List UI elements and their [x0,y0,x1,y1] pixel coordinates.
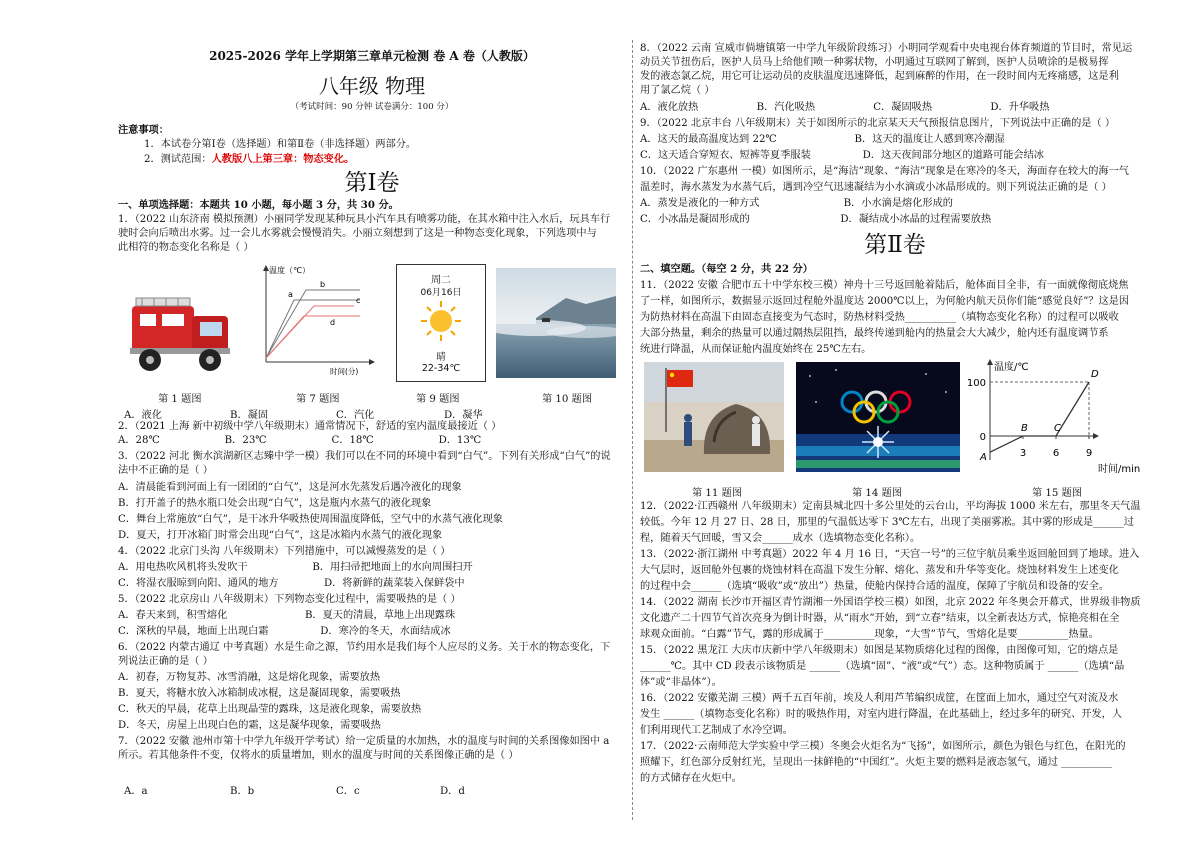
q15-line-1: 15．（2022 黑龙江 大庆市庆新中学八年级期末）如图是某物质熔化过程的图像，由图像可知，它的熔点是 [640,645,1119,656]
column-divider [632,40,633,820]
q1-option-d: D．凝华 [444,410,483,421]
fig15-xtick-6: 6 [1052,448,1060,459]
fig10-sea-smoke-photo [496,268,616,378]
caption-fig10: 第 10 题图 [542,394,593,405]
q3-option-d: D．夏天，打开冰箱门时常会出现“白气”，这是冰箱内水蒸气的液化现象 [118,530,443,541]
fig7-label-b: b [320,280,326,289]
person-1 [684,422,692,446]
q11-line-2: 了一样，如图所示，数据显示返回过程舱外温度达 2000℃以上，为何舱内航天员你们能“感觉良好”？这是因 [640,296,1130,307]
q1-option-b: B．凝固 [230,410,269,421]
caption-fig7: 第 7 题图 [296,394,340,405]
fig15-ticks [967,378,1092,459]
q13-line-2: 大气层时，返回舱外包裹的烧蚀材料在高温下发生分解、熔化、蒸发和升华等变化。烧蚀材料发生上述变化 [640,565,1119,576]
q8-stem-4: 用了氯乙烷（ ） [640,85,715,96]
q17-line-2: 照耀下，红色部分反射红光，呈现出一抹鲜艳的“中国红”。火炬主要的燃料是液态氢气，通过 __________ [640,757,1113,768]
q6-option-d: D．冬天，房屋上出现白色的霜，这是凝华现象，需要吸热 [118,720,381,731]
fig15-curve [990,382,1089,452]
note-1: 1．本试卷分第Ⅰ卷（选择题）和第Ⅱ卷（非选择题）两部分。 [144,139,417,150]
section-1-heading: 一、单项选择题：本题共 10 小题，每小题 3 分，共 30 分。 [118,199,399,211]
q3-option-b: B．打开盖子的热水瓶口处会出现“白气”，这是瓶内水蒸气的液化现象 [118,498,432,509]
q13-line-1: 13．（2022·浙江湖州 中考真题）2022 年 4 月 16 日，“天宫一号”的三位宇航员乘坐返回舱回到了地球。进入 [640,549,1140,560]
q14-line-3: 球观众面前。“白露”节气，露的形成属于__________现象，“大雪”节气，雪熔化是要__________热量。 [640,629,1099,640]
fig15-point-B: B [1021,423,1028,434]
q7-stem-1: 7．（2022 安徽 池州市第十中学九年级开学考试）给一定质量的水加热，水的温度与时间的关系图像如图中 a [118,736,610,747]
q12-line-2: 较低。今年 12 月 27 日、28 日，那里的气温低达零下 3℃左右，出现了美丽雾凇。其中雾的形成是______过 [640,517,1134,528]
q11-line-3: 为防热材料在高温下由固态直接变为气态时，防热材料受热__________（填物态变化名称）的过程可以吸收 [640,312,1119,323]
q14-line-1: 14．（2022 湖南 长沙市开福区青竹湖湘一外国语学校三模）如图，北京 2022 年冬奥会开幕式，世界级非物质 [640,597,1141,608]
caption-fig9: 第 9 题图 [416,394,460,405]
time-info: （考试时间：90 分钟 试卷满分：100 分） [290,102,454,112]
q3-option-c: C．舞台上常施放“白气”，是干冰升华吸热使周围温度降低，空气中的水蒸气液化现象 [118,514,503,525]
q5-options-cd: C．深秋的早晨，地面上出现白霜 D．寒冷的冬天，水面结成冰 [118,626,451,637]
q4-options-cd: C．将湿衣服晾到向阳、通风的地方 D．将新鲜的蔬菜装入保鲜袋中 [118,578,465,589]
fig15-xlabel: 时间/min [1098,464,1141,475]
q15-line-2: ______℃。其中 CD 段表示该物质是 ______（选填“固”、“液”或“气”）态。这种物质属于 ______（选填“晶 [640,661,1125,672]
q4-stem: 4．（2022 北京门头沟 八年级期末）下列措施中，可以减慢蒸发的是（ ） [118,546,451,557]
part-2-heading: 第Ⅱ卷 [864,232,926,258]
q7-option-c: C．c [336,786,360,797]
q11-line-1: 11．（2022 安徽 合肥市五十中学东校三模）神舟十三号返回舱着陆后，舱体面目全非，有一面就像彻底烧焦 [640,280,1129,291]
note-2: 2．测试范围：人教版八上第三章：物态变化。 [144,153,355,165]
q3-option-a: A．清晨能看到河面上有一团团的“白气”，这是河水先蒸发后遇冷液化的现象 [118,482,462,493]
weather-temp: 22-34℃ [421,363,461,374]
q8-options: A．液化放热 B．汽化吸热 C．凝固吸热 D．升华吸热 [640,102,1050,113]
q6-stem-2: 列说法正确的是（ ） [118,656,213,667]
q17-line-3: 的方式储存在火炬中。 [640,773,742,784]
q2-stem: 2．（2021 上海 新中初级中学八年级期末）通常情况下，舒适的室内温度最接近（ ） [118,421,502,432]
fig7-ylabel: 温度（℃） [269,266,310,275]
q14-line-2: 文化遗产二十四节气首次亮身为倒计时器，从“雨水”开始，到“立春”结束，以全新表达方式，惊艳亮相在全 [640,613,1120,624]
fig15-ylabel: 温度/℃ [994,362,1029,373]
q16-line-1: 16．（2022 安徽芜湖 三模）两千五百年前，埃及人利用芦苇编织成筐，在筐面上加水，通过空气对流及水 [640,693,1119,704]
fig7-curve-c [266,306,354,358]
q16-line-2: 发生 ______（填物态变化名称）时的吸热作用，对室内进行降温，在此基础上，经过多年的研究、开发，人 [640,709,1123,720]
sun-icon [419,299,463,343]
part-1-heading: 第Ⅰ卷 [344,170,400,196]
weather-day: 周二 [431,275,451,286]
q10-options-cd: C．小冰晶是凝固形成的 D．凝结成小冰晶的过程需要放热 [640,214,992,225]
q2-options: A．28℃ B．23℃ C．18℃ D．13℃ [118,435,482,446]
china-flag [667,370,693,387]
truck-ladder [136,298,190,306]
fig15-xtick-9: 9 [1085,448,1093,459]
q6-option-b: B．夏天，将糖水放入冰箱制成冰棍，这是凝固现象，需要吸热 [118,688,401,699]
q1-option-a: A．液化 [124,410,162,421]
person-2 [752,424,760,446]
q13-line-3: 的过程中会______（选填“吸收”或“放出”）热量，使舱内保持合适的温度，保障了宇航员和设备的安全。 [640,581,1110,592]
fig7-label-a: a [288,290,293,299]
q4-options-ab: A．用电热吹风机将头发吹干 B．用扫帚把地面上的水向周围扫开 [118,562,473,573]
q11-line-5: 统进行降温，从而保证舱内温度始终在 25℃左右。 [640,344,872,355]
q6-stem-1: 6．（2022 内蒙古通辽 中考真题）水是生命之源，节约用水是我们每个人应尽的义务。关于水的物态变化，下 [118,642,611,653]
q12-line-3: 程，随着天气回暖，雪又会______成水（选填物态变化名称）。 [640,533,921,544]
q7-option-a: A．a [124,786,148,797]
weather-condition: 晴 [436,352,446,363]
q10-options-ab: A．蒸发是液化的一种方式 B．小水滴是熔化形成的 [640,198,953,209]
truck-panel [140,314,156,326]
q15-line-3: 体”或“非晶体”）。 [640,677,722,688]
q17-line-1: 17．（2022·云南师范大学实验中学三模）冬奥会火炬名为“飞扬”，如图所示，颜色为银色与红色，在阳光的 [640,741,1126,752]
q3-stem-1: 3．（2022 河北 衡水滨湖新区志臻中学一模）我们可以在不同的环境中看到“白气”。下列有关形成“白气”的说 [118,451,611,462]
fig7-xlabel: 时间(分) [330,367,359,376]
q1-line-3: 此相符的物态变化名称是（ ） [118,242,254,253]
fig1-toy-truck [126,278,238,382]
fig15-ytick-0: 0 [979,432,986,443]
q9-options-ab: A．这天的最高温度达到 22℃ B．这天的温度让人感到寒冷潮湿 [640,134,1005,145]
fig15-point-D: D [1091,369,1099,380]
section-2-heading: 二、填空题。（每空 2 分，共 22 分） [640,263,813,275]
q8-stem-1: 8．（2022 云南 宣威市倘塘镇第一中学九年级阶段练习）小明同学观看中央电视台体育频道的节目时，常见运 [640,43,1133,54]
q1-line-2: 驶时会向后喷出水雾。过一会儿水雾就会慢慢消失。小丽立刻想到了这是一种物态变化现象，下列选项中与 [118,228,597,239]
exam-title: 2025-2026 学年上学期第三章单元检测 卷 A 卷（人教版） [209,49,535,63]
caption-fig11: 第 11 题图 [692,488,743,499]
fig7-label-c: c [356,296,361,305]
q16-line-3: 们利用现代工艺制成了水冷空调。 [640,725,793,736]
notes-title: 注意事项： [118,124,169,136]
q7-stem-2: 所示。若其他条件不变，仅将水的质量增加，则水的温度与时间的关系图像正确的是（ ） [118,750,519,761]
fig15-melting-graph [966,356,1148,478]
fig15-point-C: C [1054,423,1061,434]
weather-date: 06月16日 [420,288,462,298]
q12-line-1: 12．（2022·江西赣州 八年级期末）定南县城北四十多公里处的云台山，平均海拔 1000 米左右，那里冬天气温 [640,501,1141,512]
q7-option-d: D．d [440,786,465,797]
q11-line-4: 大部分热量，剩余的热量可以通过隔热层阻挡，最终传递到舱内的热量会大大减少，舱内还有温度调节系 [640,328,1109,339]
q5-options-ab: A．春天来到，积雪熔化 B．夏天的清晨，草地上出现露珠 [118,610,456,621]
fig11-capsule-photo [644,362,784,472]
q9-options-cd: C．这天适合穿短衣、短裤等夏季服装 D．这天夜间部分地区的道路可能会结冰 [640,150,1044,161]
q3-stem-2: 法中不正确的是（ ） [118,465,213,476]
q9-stem: 9．（2022 北京丰台 八年级期末）关于如图所示的北京某天天气预报信息图片，下列说法中正确的是（ ） [640,118,1116,129]
fig15-lines [990,382,1089,452]
fig7-graph [250,262,376,380]
caption-fig15: 第 15 题图 [1032,488,1083,499]
q10-stem-2: 温差时，海水蒸发为水蒸气后，遇到冷空气迅速凝结为小水滴或小冰晶形成的。则下列说法正确的是（ ） [640,182,1112,193]
fig7-curve-d [266,316,360,358]
fig15-ytick-100: 100 [966,378,986,389]
q8-stem-2: 动员关节扭伤后，医护人员马上给他们喷一种雾状物，小明通过互联网了解到，医护人员喷涂的是极易挥 [640,57,1109,68]
q6-option-a: A．初春，万物复苏、冰雪消融，这是熔化现象，需要放热 [118,672,381,683]
boat [542,318,550,322]
q1-option-c: C．汽化 [336,410,375,421]
fig15-xtick-3: 3 [1019,448,1027,459]
q1-line-1: 1．（2022 山东济南 模拟预测）小丽同学发现某种玩具小汽车具有喷雾功能，在其水箱中注入水后，玩具车行 [118,214,611,225]
fig15-point-A: A [980,452,987,464]
fig14-olympic-ceremony [796,362,960,472]
q8-stem-3: 发的液态氯乙烷，用它可让运动员的皮肤温度迅速降低，起到麻醉的作用，在一段时间内无疼痛感，这是利 [640,71,1119,82]
q6-option-c: C．秋天的早晨，花草上出现晶莹的露珠，这是液化现象，需要放热 [118,704,422,715]
truck-window [200,322,222,336]
caption-fig14: 第 14 题图 [852,488,903,499]
q7-option-b: B．b [230,786,255,797]
fig7-curve-a [266,300,360,358]
q10-stem-1: 10．（2022 广东惠州 一模）如图所示，是“海洁”现象、“海洁”现象是在寒冷的冬天，海面存在较大的海一气 [640,166,1129,177]
q5-stem: 5．（2022 北京房山 八年级期末）下列物态变化过程中，需要吸热的是（ ） [118,594,461,605]
fig7-label-d: d [330,318,336,327]
fig9-weather-card [396,264,486,382]
truck-body [132,306,194,352]
subject-title: 八年级 物理 [318,74,426,98]
caption-fig1: 第 1 题图 [158,394,202,405]
test-scope: 人教版八上第三章：物态变化。 [211,153,355,165]
